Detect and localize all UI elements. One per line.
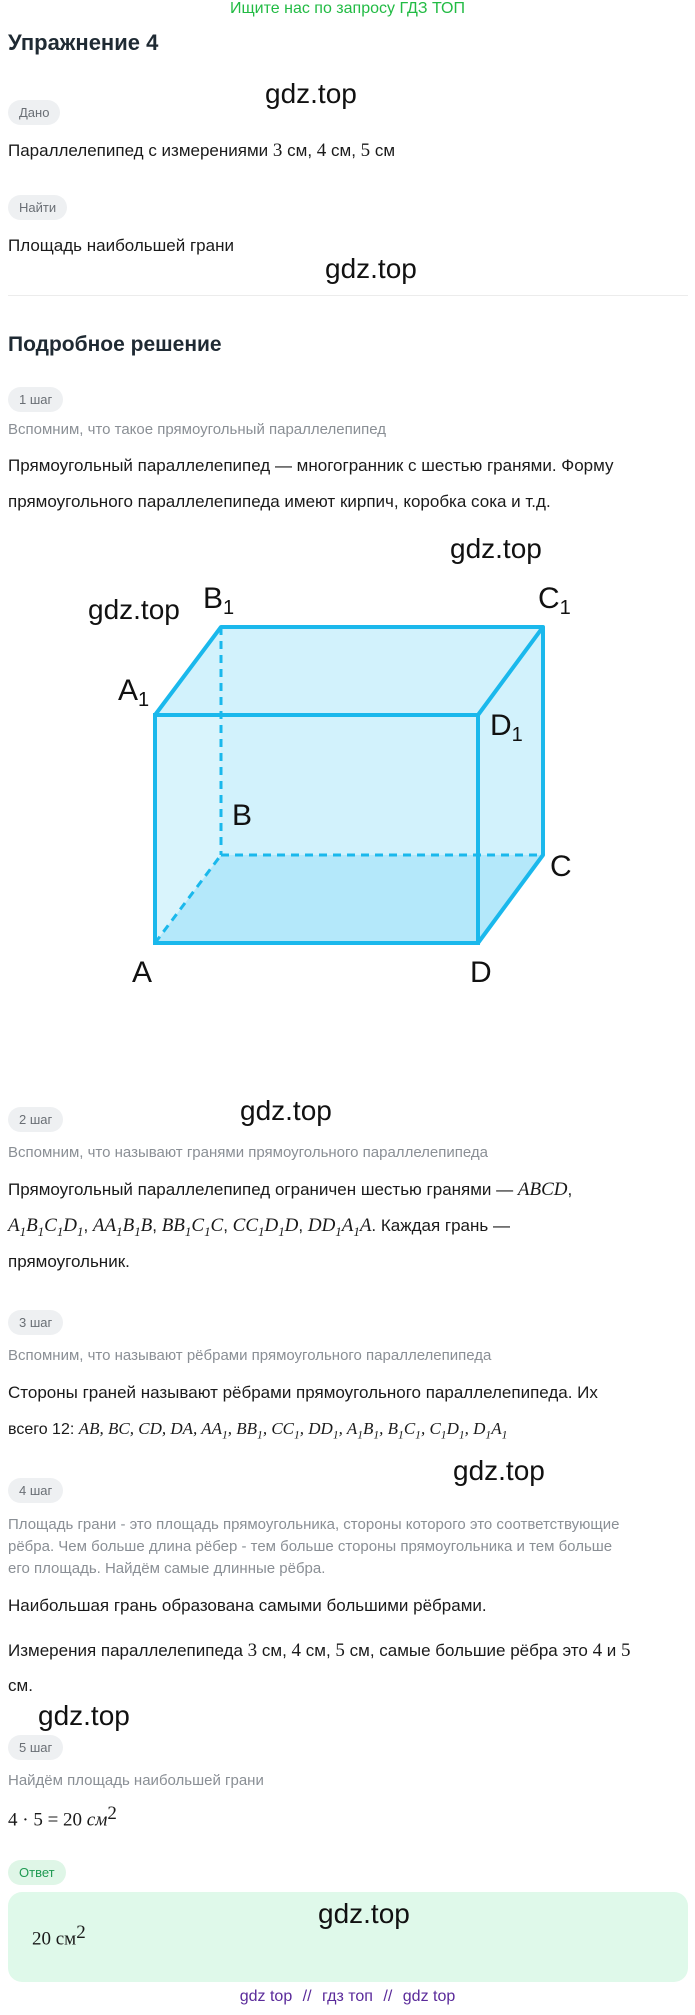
label-d: D [470, 956, 492, 989]
step-4-pill: 4 шаг [8, 1478, 63, 1503]
answer-value: 20 $см^2$ [32, 1922, 86, 1950]
label-c1: $C_1$ [538, 582, 571, 619]
divider [8, 295, 688, 296]
find-label [8, 195, 67, 220]
step-1-line-1: Прямоугольный параллелепипед — многогранник с шестью гранями. Форму [8, 456, 614, 475]
step-2-label [8, 1107, 63, 1132]
step-1-label [8, 387, 63, 412]
step-4-label [8, 1478, 63, 1503]
answer-pill: Ответ [8, 1860, 66, 1885]
label-b1: $B_1$ [203, 582, 235, 619]
step-1-line-2: прямоугольного параллелепипеда имеют кирпич, коробка сока и т.д. [8, 492, 551, 511]
step-5-formula: 4 · 5 = 20 $см^2$ [8, 1803, 117, 1831]
label-b: B [232, 799, 253, 832]
find-text: Площадь наибольшей грани [8, 236, 234, 255]
find-pill: Найти [8, 195, 67, 220]
watermark: gdz.top [38, 1700, 130, 1731]
step-4-hint: Площадь грани - это площадь прямоугольника, стороны которого это соответствующие рёбра. Чем больше длина рёбер - тем больше стороны прямоугольника и тем больше его площадь. Найдём самые длинные рёбра. [8, 1516, 620, 1577]
step-2-pill: 2 шаг [8, 1107, 63, 1132]
solution-title: Подробное решение [8, 333, 222, 356]
watermark: gdz.top [453, 1455, 545, 1486]
step-2-line-2: $A_1B_1C_1D_1$, $AA_1B_1B$, $BB_1C_1C$, $CC_1D_1D$, $DD_1A_1A$. Каждая грань — [8, 1215, 510, 1239]
step-1-pill: 1 шаг [8, 387, 63, 412]
step-3-line-1: Стороны граней называют рёбрами прямоугольного параллелепипеда. Их [8, 1383, 598, 1402]
watermark: gdz.top [265, 78, 357, 109]
bottom-face [155, 855, 543, 943]
footer-links [0, 1988, 695, 2006]
label-a: A [132, 956, 153, 989]
step-4-line-1: Наибольшая грань образована самыми большими рёбрами. [8, 1596, 487, 1615]
step-2-line-3: прямоугольник. [8, 1252, 130, 1271]
exercise-title: Упражнение 4 [8, 30, 159, 55]
given-text: Параллелепипед с измерениями 3 см, 4 см, 5 см [8, 140, 396, 161]
parallelepiped-figure [0, 560, 695, 1010]
watermark: gdz.top [88, 594, 180, 625]
step-3-label [8, 1310, 63, 1335]
watermark: gdz.top [240, 1095, 332, 1126]
step-5-pill: 5 шаг [8, 1735, 63, 1760]
label-d1: $D_1$ [490, 709, 523, 746]
step-4-line-3: см. [8, 1676, 33, 1695]
footer-sep: // [302, 1988, 312, 2005]
step-5-hint: Найдём площадь наибольшей грани [8, 1772, 264, 1789]
footer-sep: // [383, 1988, 393, 2005]
step-3-hint: Вспомним, что называют рёбрами прямоугольного параллелепипеда [8, 1347, 492, 1364]
step-4-line-2: Измерения параллелепипеда 3 см, 4 см, 5 см, самые большие рёбра это 4 и 5 [8, 1640, 631, 1661]
footer-link-gdz-top-ru[interactable]: гдз топ [322, 1988, 373, 2005]
label-c: C [550, 850, 572, 883]
step-2-hint: Вспомним, что называют гранями прямоугольного параллелепипеда [8, 1144, 488, 1161]
step-1-hint: Вспомним, что такое прямоугольный параллелепипед [8, 421, 386, 438]
footer-link-gdz-top[interactable]: gdz top [239, 1988, 293, 2005]
step-3-line-2: всего 12: AB, BC, CD, DA, $AA_1$, $BB_1$, $CC_1$, $DD_1$, $A_1B_1$, $B_1C_1$, $C_1D_1$, $D_1A_1$ [8, 1419, 508, 1442]
watermark: gdz.top [318, 1898, 410, 1929]
footer-link-gdz-top-2[interactable]: gdz top [402, 1988, 456, 2005]
given-label [8, 100, 60, 125]
step-5-label [8, 1735, 63, 1760]
watermark: gdz.top [450, 533, 542, 564]
watermark: gdz.top [325, 253, 417, 284]
step-2-line-1: Прямоугольный параллелепипед ограничен шестью гранями — ABCD, [8, 1179, 573, 1200]
step-3-pill: 3 шаг [8, 1310, 63, 1335]
top-banner[interactable]: Ищите нас по запросу ГДЗ ТОП [230, 0, 465, 17]
answer-label [8, 1860, 66, 1885]
label-a1: $A_1$ [118, 674, 150, 711]
given-pill: Дано [8, 100, 60, 125]
